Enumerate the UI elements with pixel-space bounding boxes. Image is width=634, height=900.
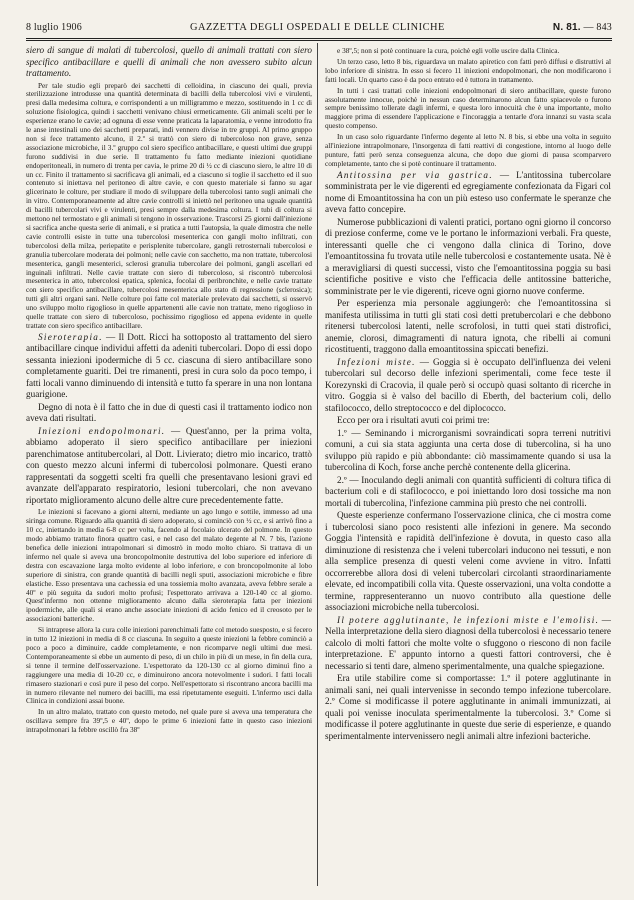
header-rule-thin	[26, 40, 612, 41]
paragraph-personal-experience: Per esperienza mia personale aggiungerò: che l'emoantitossina si manifesta utilissima in tutti gli stati così detti pretubercolari e che debbono ritenersi tubercolosi latenti, nelle scrofolosi, in tutti quei stati distrofici, anemie, clorosi, dimagramenti di natura ignota, che ribelli ai comuni ricostituenti, traggono dalla emoantitossina spiccati benefizi.	[325, 298, 611, 355]
section-heading-agglutinating: Il potere agglutinante, le infezioni miste e l'emolisi.	[337, 614, 600, 625]
paragraph-sieroterapia-text: — Il Dott. Ricci ha sottoposto al trattamento del siero antibacillare cinque individui affetti da adeniti tubercolari. Dopo di essi dopo sessanta iniezioni ipodermiche di 5 cc. ciascuna di siero antibacillare sono completamente guariti. Dei tre rimanenti, presi in cura solo da poco tempo, i fatti locali vanno diminuendo di intensità e tutto fa sperare in una non lontana guarigione.	[26, 331, 312, 400]
paragraph-result-1: 1.º — Seminando i microrganismi sovraindicati sopra terreni nutritivi comuni, a cui sia stata aggiunta una certa dose di tubercolina, si ha uno sviluppo più rapido e più abbondante: ciò massimamente quando si usa la tubercolina di Koch, forse anche perchè contenente della glicerina.	[325, 427, 611, 473]
left-column	[26, 45, 312, 890]
paragraph-results-intro: Ecco per ora i risultati avuti coi primi tre:	[337, 415, 490, 426]
paragraph-sieroterapia	[26, 332, 312, 401]
paragraph-agglutinating-text: — Nella interpretazione della siero diagnosi della tubercolosi è necessario tenere calcolo di molti fattori che molte volte o sfuggono o riescono di non facile interpretazione. E' appunto intorno a questi fattori controversi, che è necessario si tenti dare, almeno sperimentalmente, una qualche spiegazione.	[325, 614, 611, 671]
paragraph-clinical-observation: Queste esperienze confermano l'osservazione clinica, che ci mostra come i tubercolosi siano poco resistenti alle infezioni in genere. Ma secondo Goggia l'intensità e rapidità dell'infezione è dovuta, in questo caso alla diminuzione di resistenza che i veleni tubercolari inducono nei tessuti, e non alla semplice presenza di questi veleni come avviene in vitro. Infatti occorrerebbe allora dosi di veleni tubercolari circolanti straordinariamente elevate, ed incompatibili colla vita. Queste osservazioni, una volta condotte a termine, rappresenteranno un nuovo contributo alla questione delle associazioni microbiche nella tubercolosi.	[325, 510, 611, 613]
paragraph-mixed-infections	[325, 357, 611, 415]
section-heading-antitoxin: Antitossina per via gastrica.	[337, 169, 493, 180]
paragraph-iodine-note: Degno di nota è il fatto che in due di questi casi il trattamento iodico non aveva dati risultati.	[26, 401, 312, 424]
header-title: GAZZETTA DEGLI OSPEDALI E DELLE CLINICHE	[189, 22, 445, 33]
paragraph-innocuity: In tutti i casi trattati colle iniezioni endopolmonari di siero antibacillare, queste furono assolutamente innocue, poichè in nessun caso determinarono alcun fatto spiacevole o furono sempre benissimo tollerate dagli infermi, e questa loro innocuità che è una importante, molto maggiore prima di essendere l'applicazione e l'incoraggia a tentarle d'ora innanzi su vasta scala questo compenso.	[325, 85, 611, 131]
header-date: 8 luglio 1906	[26, 22, 82, 33]
issue-number: N. 81.	[552, 22, 581, 33]
paragraph-injection-technique: Le iniezioni si facevano a giorni alterni, mediante un ago lungo e sottile, immesso ad una siringa comune. Riguardo alla quantità di siero adoperato, si cominciò con ½ cc, e si arrivò fino a 10 cc, iniettando in media 6-8 cc per volta, facendo al focolaio ulcerato del polmone. In questo modo abbiamo trattato finora quattro casi, e nel caso del malato degente al N. 7 bis, l'azione benefica delle iniezioni intrapolmonari si dimostrò in modo molto chiaro. Si trattava di un infermo nel quale si aveva una broncopolmonite destruttiva del lobo superiore ed inferiore di destra con escavazione larga molto evidente al lobo inferiore, e con broncopolmonite al lobo superiore di sinistra, con grande quantità di bacilli negli sputi, associazioni microbiche e fibre elastiche. Esso presentava una cachessia ed una tossiemia molto avanzata, aveva febbre serale a 40º e più seguita da sudori molto profusi; l'espettorato arrivava a 120-140 cc al giorno. Quest'infermo non ottenne miglioramento alcuno dalla sieroterapia fatta per iniezioni ipodermiche, alle quali si erano anche associate iniezioni di acido fenico ed il creosoto per le associazioni batteriche.	[26, 507, 312, 624]
paragraph-result-2: 2.º — Inoculando degli animali con quantità sufficienti di coltura tifica di bacterium coli e di stafilococco, e poi iniettando loro dosi tossiche ma non mortali di tubercolina, l'infezione cammina più presto che nei controlli.	[325, 474, 611, 508]
running-header	[26, 22, 612, 38]
right-column	[325, 45, 611, 890]
paragraph-agglutinating-power	[325, 615, 611, 673]
paragraph-continuation: e 38º,5; non si potè continuare la cura, poichè egli volle uscire dalla Clinica.	[337, 46, 560, 55]
paragraph-third-case: Un terzo caso, letto 8 bis, riguardava un malato apiretico con fatti però diffusi e distruttivi al lobo inferiore di sinistra. In esso si fecero 11 iniezioni endopolmonari, che non modificarono i fatti locali. Un quarto caso è da poco entrato ed è tuttora in trattamento.	[325, 56, 611, 84]
paragraph-antitoxin-text: — L'antitossina tubercolare somministrata per le vie digerenti ed egregiamente confezionata da Figari col nome di Emoantitossina ha con un più esteso uso confermate le speranze che aveva fatto concepire.	[325, 169, 611, 215]
intro-italic-paragraph: siero di sangue di malati di tubercolosi, quello di animali trattati con siero specifico antibacillare e quelli di animali che non avessero subito alcun trattamento.	[26, 45, 312, 78]
paragraph-endopulmonary-text: — Quest'anno, per la prima volta, abbiamo adoperato il siero specifico antibacillare per iniezioni parenchimatose antitubercolari, al Dott. Livierato; dietro mio incarico, trattò con questo mezzo alcuni infermi di tubercolosi polmonare. Questi erano rappresentati da soggetti scelti fra quelli che presentavano lesioni gravi ed avanzate dell'apparato respiratorio, lesioni tubercolari, che non avevano riportato miglioramento alcuno delle altre cure precedentemente fatte.	[26, 425, 312, 505]
paragraph-experiments-list: Era utile stabilire come si comportasse: 1.º il potere agglutinante in animali sani, nei quali intervenisse in secondo tempo infezione tubercolare. 2.º Come si modificasse il potere agglutinante in animali immunizzati, ai quali poi venisse inoculata sperimentalmente la tubercolosi. 3.º Come si modificasse il potere agglutinante in queste due serie di esperienze, e quando sperimentalmente intervenissero negli animali altre infezioni bacteriche.	[325, 673, 611, 741]
paragraph-publications: Numerose pubblicazioni di valenti pratici, portano ogni giorno il concorso di preziose conferme, come ve le portano le informazioni verbali. Fra queste, interessanti quelle che ci vengono dalla clinica di Torino, dove l'emoantitossina fu trovata utile nelle tubercolosi e costantemente usata. Nè è a meravigliarsi di questi successi, visto che l'emoantitossina poggia su basi scientifiche positive e visto che l'efficacia delle antitossine batteriche, somministrate per le vie digerenti, riceve ogni giorno nuove conferme.	[325, 216, 611, 296]
header-rule	[26, 38, 612, 39]
paragraph-parenchymal-cure: Si intraprese allora la cura colle iniezioni parenchimali fatte col metodo suesposto, e si fecero in tutto 12 iniezioni in media di 8 cc ciascuna. In seguito a queste iniezioni la febbre cominciò a poco a poco a diminuire, cadde completamente, e non ricomparve negli ultimi due mesi. Contemporaneamente si ebbe un aumento di peso, di un chilo in più di un mese, in fin della cura, si tenne il termine dell'osservazione. L'espettorato da 120-130 cc al giorno diminuì fino a raggiungere una media di 10-20 cc, e diminuirono ancora notevolmente i sudori. I fatti locali rimasero stazionari e così pure il peso del corpo. Nell'espettorato si riscontrano ancora bacilli ma in numero rilevante nel numero dei bacilli, ma essi ripetutamente eseguiti. L'infermo usci dalla Clinica in condizioni assai buone.	[26, 625, 312, 706]
paragraph-method: Per tale studio egli preparò dei sacchetti di celloidina, in ciascuno dei quali, previa sterilizzazione introdusse una quantità determinata di bacilli della tubercolosi vivi e virulenti, presi dalla medesima coltura, e corrispondenti a un milligrammo e mezzo, sostituendo in 1 cc di soluzione fisiologica, quindi i sacchetti venivano chiusi ermeticamente. Gli animali scelti per le esperienze erano le cavie; ad ognuna di esse venne praticata la laparatomia, e venne introdotto fra le anse intestinali uno dei sacchetti preparati, indi vennero divise in tre gruppi. Al primo gruppo non si fece trattamento alcuno, il 2.º si trattò con siero di tubercoloso non grave, senza associazione microbiche, il 3.º gruppo col siero specifico antibacillare, e questi ultimi due gruppi furono suddivisi in due serie. Il trattamento fu fatto mediante iniezioni quotidiane endoperitoneali, in numero di trenta per cavia, le prime 20 di ½ cc di ciascuno siero, le altre 10 di un cc. Finito il trattamento si sacrificava gli animali, ed a ciascuno si toglie il sacchetto ed il suo contenuto si iniettava nel peritoneo di altre cavie, e con questo materiale si fanno su agar glicerinato le colture, per studiare il modo di sviluppare della tubercolosi tanto sugli animali che in vitro. Contemporaneamente ad altre cavie controlli si iniettò nel peritoneo una uguale quantità di bacilli tubercolari vivi e virulenti, presi sempre dalla medesima coltura. I tubi di coltura si mettono nel termostato e gli animali si tengono in osservazione. Trascorsi 25 giorni dall'iniezione si sacrifica anche questa serie di animali, e si pratica a tutti l'autopsia, la quale dimostra che nelle cavie controlli esiste in tutte una tubercolosi mesenterica con gangli molto infiltrati, con tubercolosi della milza, periepatite e perisplenite tubercolare, gangli retrosternali tubercolosi e granulia tubercolare moderata dei polmoni; nelle cavie con sacchetto, ma non trattate, tubercolosi mesenterica, gangli mesenterici, sclerosi granulia tubercolare dei polmoni, gangli ascellari ed inguinali infiltrati. Nelle cavie trattate con siero di tubercoloso, si riscontrò tubercolosi mesenterica in atto, tubercolosi epatica, splenica, focolai di peribronchite, e nelle cavie trattate con siero specifico antibacillare, tubercolosi mesenterica allo stato di regressione (sclerosica); tutti gli altri organi sani. Nelle colture poi fatte col materiale prelevato dai sacchetti, si osservò uno sviluppo molto rigoglioso in quelle appartenenti alle cavie non trattate, meno rigoglioso in quelle trattate con siero di tubercoloso, pochissimo rigoglioso ed appena evidente in quelle trattate con siero specifico antibacillare.	[26, 80, 312, 330]
section-heading-endopulmonary: Iniezioni endopolmonari.	[38, 425, 166, 436]
paragraph-second-patient: In un altro malato, trattato con questo metodo, nel quale pure si aveva una temperatura che oscillava sempre fra 39º,5 e 40º, dopo le prime 6 iniezioni fatte in questo caso iniezioni intrapolmonari la febbre oscillò fra 38º	[26, 707, 312, 735]
column-divider	[317, 43, 318, 886]
paragraph-antitoxin	[325, 170, 611, 216]
paragraph-endopulmonary	[26, 426, 312, 507]
paragraph-reaction-case: In un caso solo riguardante l'infermo degente al letto N. 8 bis, si ebbe una volta in seguito all'iniezione intrapolmonare, l'insorgenza di fatti reattivi di congestione, intorno al luogo delle punture, fatti però senza conseguenza alcuna, che dopo due giorni di pausa scomparvero completamente, tanto che si potè continuare il trattamento.	[325, 132, 611, 168]
header-issue-page	[553, 22, 612, 33]
page-number: — 843	[583, 22, 612, 33]
section-heading-sieroterapia: Sieroterapia.	[38, 331, 103, 342]
section-heading-mixed-infections: Infezioni miste.	[337, 356, 416, 367]
paragraph-mixed-infections-text: — Goggia si è occupato dell'influenza dei veleni tubercolari sul decorso delle infezioni sperimentali, come fece teste il Korezynski di Cracovia, il quale però si occupò quasi soltanto di ricerche in vitro. Goggia si è valso del bacillo di Eberth, del bacterium coli, dello stafilococco, dello streptococco e del diplococco.	[325, 356, 611, 413]
